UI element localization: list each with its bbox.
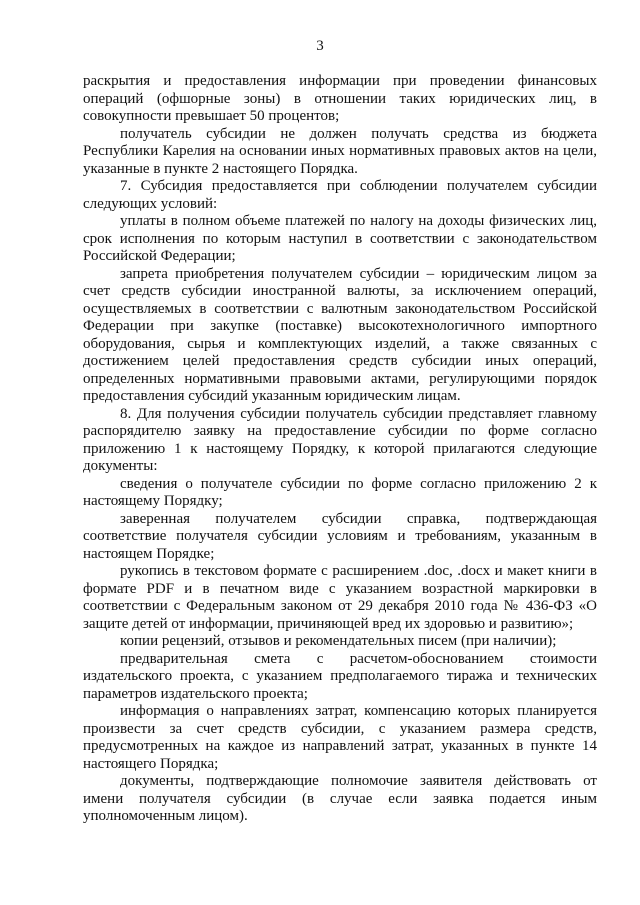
paragraph-no-other-budget-funds: получатель субсидии не должен получать средства из бюджета Республики Карелия на основании иных нормативных правовых актов на цели, указанные в пункте 2 настоящего Порядка. bbox=[83, 125, 597, 177]
paragraph-reviews: копии рецензий, отзывов и рекомендательных писем (при наличии); bbox=[120, 633, 557, 649]
paragraph-item-8: 8. Для получения субсидии получатель субсидии представляет главному распорядителю заявку на предоставление субсидии по форме согласно приложению 1 к настоящему Порядку, к которой прилагаются следующие документы: bbox=[83, 405, 597, 474]
page-number: 3 bbox=[316, 38, 324, 54]
document-body bbox=[83, 73, 597, 826]
paragraph-manuscript: рукопись в текстовом формате с расширением .doc, .docx и макет книги в формате PDF и в печатном виде с указанием возрастной маркировки в соответствии с Федеральным законом от 29 декабря 2010 года № 436-ФЗ «О защите детей от информации, причиняющей вред их здоровью и развитию»; bbox=[83, 563, 597, 632]
paragraph-estimate: предварительная смета с расчетом-обоснованием стоимости издательского проекта, с указанием предполагаемого тиража и технических параметров издательского проекта; bbox=[83, 650, 597, 702]
paragraph-certificate: заверенная получателем субсидии справка, подтверждающая соответствие получателя субсидии условиям и требованиям, указанным в настоящем Порядке; bbox=[83, 510, 597, 562]
paragraph-authority-documents: документы, подтверждающие полномочие заявителя действовать от имени получателя субсидии (в случае если заявка подается иным уполномоченным лицом). bbox=[83, 773, 597, 824]
paragraph-tax-payment-condition: уплаты в полном объеме платежей по налогу на доходы физических лиц, срок исполнения по которым наступил в соответствии с законодательством Российской Федерации; bbox=[83, 213, 597, 264]
paragraph-offshore-disclosure: раскрытия и предоставления информации при проведении финансовых операций (офшорные зоны) в отношении таких юридических лиц, в совокупности превышает 50 процентов; bbox=[83, 73, 597, 124]
paragraph-item-7: 7. Субсидия предоставляется при соблюдении получателем субсидии следующих условий: bbox=[83, 178, 597, 212]
paragraph-recipient-info: сведения о получателе субсидии по форме согласно приложению 2 к настоящему Порядку; bbox=[83, 475, 597, 509]
paragraph-expense-directions: информация о направлениях затрат, компенсацию которых планируется произвести за счет средств субсидии, с указанием размера средств, предусмотренных на каждое из направлений затрат, указанных в пункте 14 настоящего Порядка; bbox=[83, 703, 597, 772]
paragraph-currency-prohibition: запрета приобретения получателем субсидии – юридическим лицом за счет средств субсидии иностранной валюты, за исключением операций, осуществляемых в соответствии с валютным законодательством Российской Федерации при закупке (поставке) высокотехнологичного импортного оборудования, сырья и комплектующих изделий, а также связанных с достижением целей предоставления средств субсидии иных операций, определенных нормативными правовыми актами, регулирующими порядок предоставления субсидий указанным юридическим лицам. bbox=[83, 265, 597, 404]
